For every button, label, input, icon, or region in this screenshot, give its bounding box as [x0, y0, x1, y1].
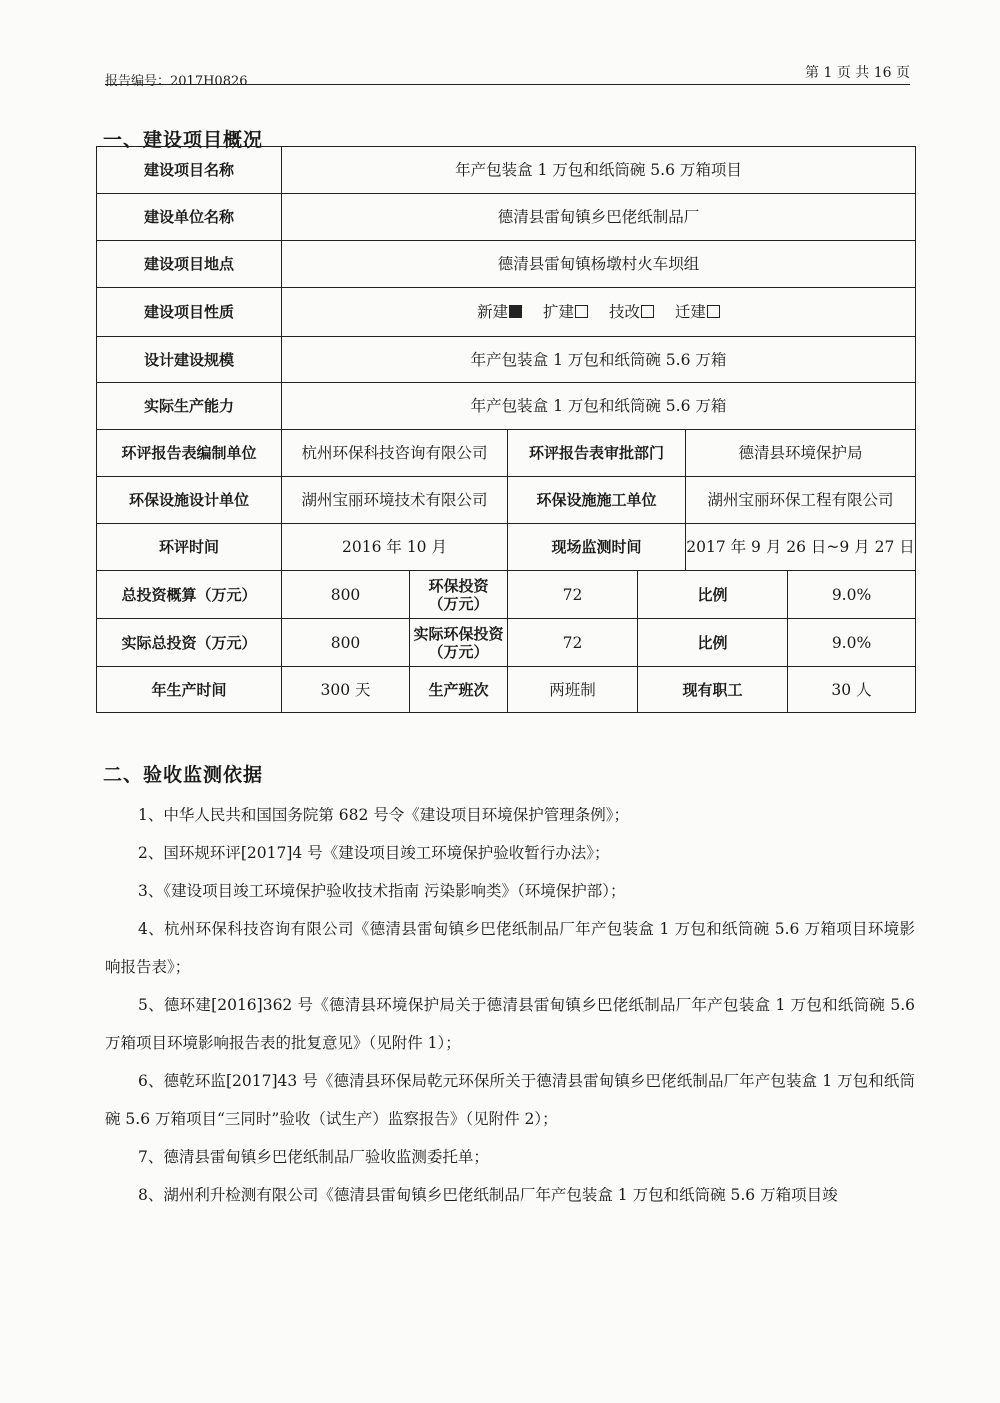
eia-time-value: 2016 年 10 月: [282, 524, 508, 571]
checkbox-label: 新建: [477, 303, 509, 321]
label-line: 实际环保投资: [413, 624, 504, 643]
row-label: 年生产时间: [97, 667, 282, 713]
list-item: 8、湖州利升检测有限公司《德清县雷甸镇乡巴佬纸制品厂年产包装盒 1 万包和纸筒碗 5.6 万箱项目竣: [138, 1186, 838, 1204]
project-overview-table: [96, 146, 916, 713]
list-item: 6、德乾环监[2017]43 号《德清县环保局乾元环保所关于德清县雷甸镇乡巴佬纸制品厂年产包装盒 1 万包和纸筒碗 5.6 万箱项目“三同时”验收（试生产）监察报告》（见附件 2）；: [105, 1072, 915, 1128]
row-label: 生产班次: [410, 667, 508, 713]
table-row: [97, 288, 916, 337]
page-info: 第 1 页 共 16 页: [805, 65, 910, 81]
table-row: [97, 477, 916, 524]
table-row: [97, 571, 916, 619]
header-divider: [105, 84, 910, 85]
table-row: [97, 667, 916, 713]
total-investment-value: 800: [282, 571, 410, 619]
location-value: 德清县雷甸镇杨墩村火车坝组: [282, 241, 916, 288]
row-label: 建设项目名称: [97, 147, 282, 194]
row-label: 现有职工: [638, 667, 788, 713]
row-label: 环评报告表审批部门: [508, 430, 686, 477]
env-investment-value: 72: [508, 571, 638, 619]
checkbox-new: [477, 303, 522, 321]
facility-builder-value: 湖州宝丽环保工程有限公司: [686, 477, 916, 524]
design-scale-value: 年产包装盒 1 万包和纸筒碗 5.6 万箱: [282, 337, 916, 383]
row-label: 实际生产能力: [97, 383, 282, 430]
list-item: 4、杭州环保科技咨询有限公司《德清县雷甸镇乡巴佬纸制品厂年产包装盒 1 万包和纸筒碗 5.6 万箱项目环境影响报告表》；: [105, 920, 915, 976]
row-label: 环保设施施工单位: [508, 477, 686, 524]
section-2-title: 二、验收监测依据: [103, 764, 264, 786]
staff-value: 30 人: [788, 667, 916, 713]
empty-box-icon: [641, 305, 654, 318]
list-item: 1、中华人民共和国国务院第 682 号令《建设项目环境保护管理条例》；: [138, 806, 630, 824]
actual-investment-value: 800: [282, 619, 410, 667]
row-label: 设计建设规模: [97, 337, 282, 383]
label-line: （万元）: [428, 642, 489, 661]
table-row: [97, 524, 916, 571]
row-label: 比例: [638, 619, 788, 667]
row-label: 总投资概算（万元）: [97, 571, 282, 619]
checkbox-label: 迁建: [674, 303, 706, 321]
page-header: [105, 62, 910, 89]
label-line: 环保投资: [428, 576, 489, 595]
table-row: [97, 430, 916, 477]
table-row: [97, 337, 916, 383]
actual-capacity-value: 年产包装盒 1 万包和纸筒碗 5.6 万箱: [282, 383, 916, 430]
checkbox-relocate: [675, 303, 720, 321]
row-label: 建设项目地点: [97, 241, 282, 288]
table-row: [97, 383, 916, 430]
checkbox-label: 技改: [608, 303, 640, 321]
ratio-value: 9.0%: [788, 619, 916, 667]
row-label: [410, 619, 508, 667]
project-nature-options: [282, 288, 916, 337]
row-label: 实际总投资（万元）: [97, 619, 282, 667]
row-label: 环评报告表编制单位: [97, 430, 282, 477]
checkbox-label: 扩建: [543, 303, 575, 321]
eia-author-value: 杭州环保科技咨询有限公司: [282, 430, 508, 477]
ratio-value: 9.0%: [788, 571, 916, 619]
row-label: 建设项目性质: [97, 288, 282, 337]
table-row: [97, 241, 916, 288]
shift-value: 两班制: [508, 667, 638, 713]
list-item: 5、德环建[2016]362 号《德清县环境保护局关于德清县雷甸镇乡巴佬纸制品厂年产包装盒 1 万包和纸筒碗 5.6 万箱项目环境影响报告表的批复意见》（见附件 1）；: [105, 996, 915, 1052]
empty-box-icon: [707, 305, 720, 318]
actual-env-investment-value: 72: [508, 619, 638, 667]
label-line: （万元）: [428, 594, 489, 613]
table-row: [97, 194, 916, 241]
row-label: 环保设施设计单位: [97, 477, 282, 524]
unit-name-value: 德清县雷甸镇乡巴佬纸制品厂: [282, 194, 916, 241]
reference-list: [105, 796, 915, 1214]
checked-box-icon: [509, 305, 522, 318]
project-name-value: 年产包装盒 1 万包和纸筒碗 5.6 万箱项目: [282, 147, 916, 194]
list-item: 7、德清县雷甸镇乡巴佬纸制品厂验收监测委托单；: [138, 1148, 489, 1166]
checkbox-renovate: [609, 303, 654, 321]
list-item: 2、国环规环评[2017]4 号《建设项目竣工环境保护验收暂行办法》；: [138, 844, 610, 862]
row-label: [410, 571, 508, 619]
row-label: 比例: [638, 571, 788, 619]
list-item: 3、《建设项目竣工环境保护验收技术指南 污染影响类》（环境保护部）；: [138, 882, 626, 900]
table-row: [97, 147, 916, 194]
eia-approver-value: 德清县环境保护局: [686, 430, 916, 477]
monitoring-time-value: 2017 年 9 月 26 日~9 月 27 日: [686, 524, 916, 571]
report-number: 报告编号：2017H0826: [105, 74, 248, 89]
checkbox-expand: [543, 303, 588, 321]
row-label: 环评时间: [97, 524, 282, 571]
section-1-title: 一、建设项目概况: [103, 129, 264, 151]
production-time-value: 300 天: [282, 667, 410, 713]
empty-box-icon: [575, 305, 588, 318]
facility-designer-value: 湖州宝丽环境技术有限公司: [282, 477, 508, 524]
row-label: 现场监测时间: [508, 524, 686, 571]
row-label: 建设单位名称: [97, 194, 282, 241]
table-row: [97, 619, 916, 667]
